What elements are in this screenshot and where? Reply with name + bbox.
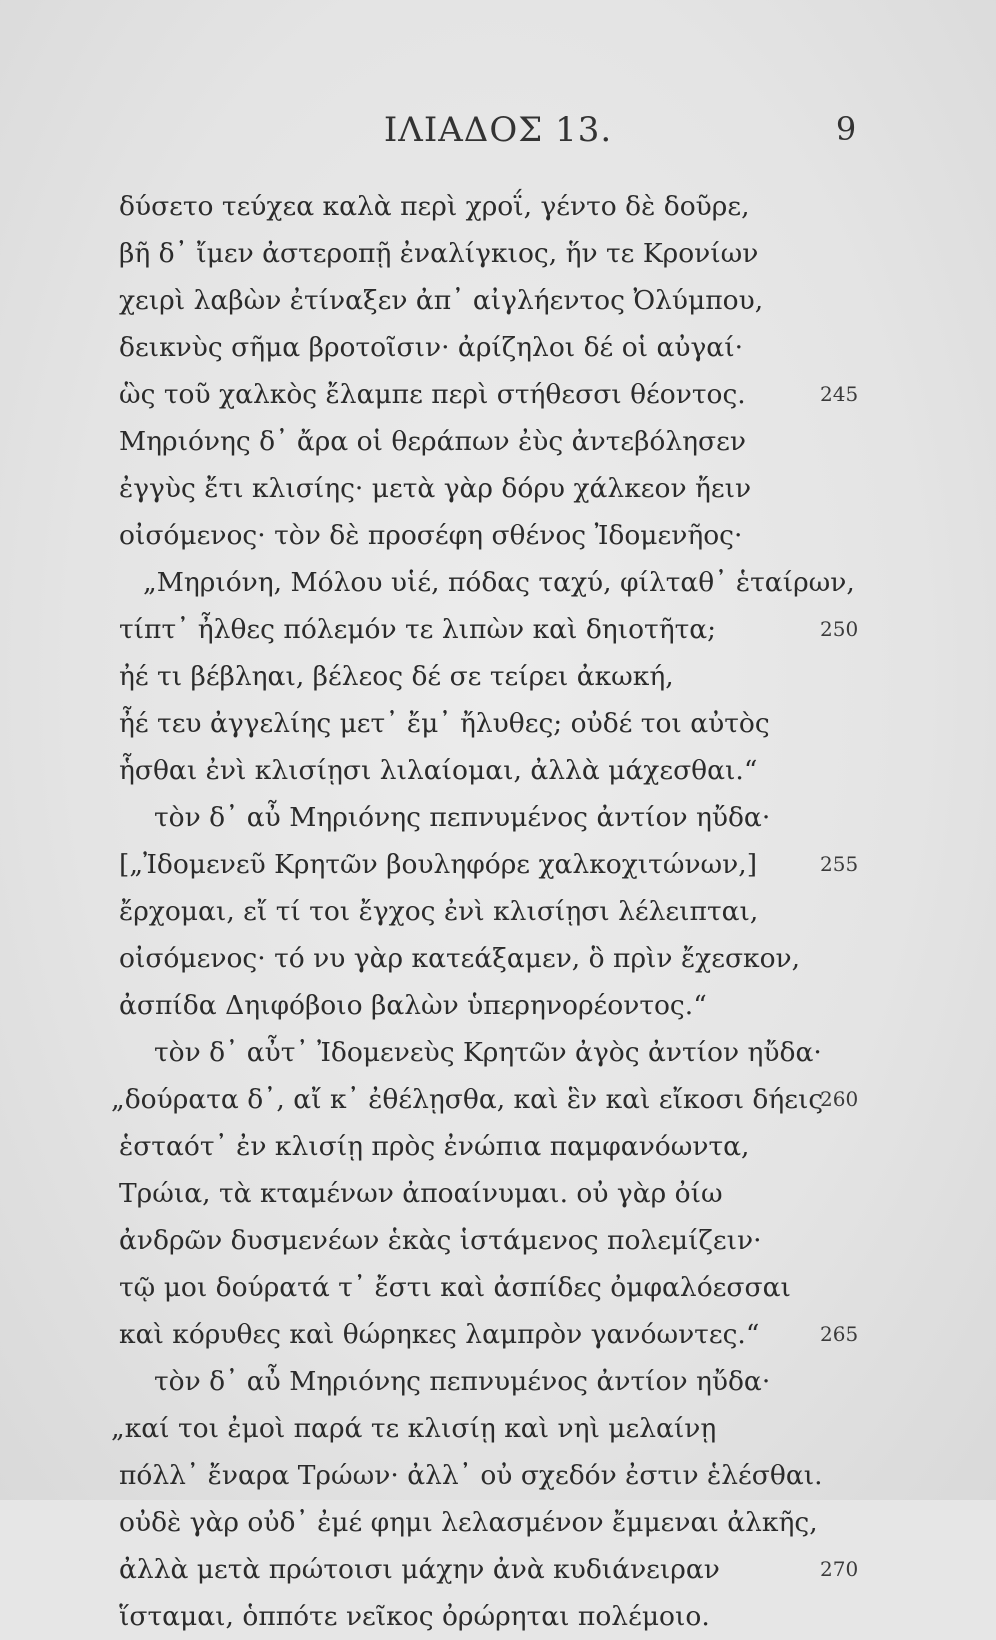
verse-text: „καί τοι ἐμοὶ παρά τε κλισίῃ καὶ νηὶ μελαίνῃ (111, 1413, 717, 1444)
running-title: ΙΛΙΑΔΟΣ 13. (383, 110, 613, 150)
verse-text: ἵσταμαι, ὁππότε νεῖκος ὀρώρηται πολέμοιο. (119, 1601, 710, 1632)
verse-line (0, 1452, 996, 1499)
verse-line (0, 1546, 996, 1593)
verse-text: πόλλ᾿ ἔναρα Τρώων· ἀλλ᾿ οὐ σχεδόν ἐστιν ἑλέσθαι. (119, 1460, 823, 1491)
verse-line (0, 841, 996, 888)
verse-text: τὸν δ᾿ αὖ Μηριόνης πεπνυμένος ἀντίον ηὔδα· (154, 1366, 771, 1397)
verse-line (0, 1311, 996, 1358)
page-number: 9 (835, 110, 857, 148)
verse-text: Μηριόνης δ᾿ ἄρα οἱ θεράπων ἐὺς ἀντεβόλησεν (119, 426, 746, 457)
verse-line (0, 230, 996, 277)
verse-line (0, 1405, 996, 1452)
verse-text: δεικνὺς σῆμα βροτοῖσιν· ἀρίζηλοι δέ οἱ αὐγαί· (119, 332, 744, 363)
verse-text: τίπτ᾿ ἦλθες πόλεμόν τε λιπὼν καὶ δηιοτῆτα; (119, 614, 717, 645)
verse-line (0, 277, 996, 324)
verse-text: „Μηριόνη, Μόλου υἱέ, πόδας ταχύ, φίλταθ᾿ ἑταίρων, (143, 567, 855, 598)
verse-line (0, 1076, 996, 1123)
verse-text: δύσετο τεύχεα καλὰ περὶ χροΐ, γέντο δὲ δοῦρε, (119, 191, 750, 222)
verse-text: ἧσθαι ἐνὶ κλισίῃσι λιλαίομαι, ἀλλὰ μάχεσθαι.“ (119, 755, 758, 786)
verse-text: οἰσόμενος· τό νυ γὰρ κατεάξαμεν, ὃ πρὶν ἔχεσκον, (119, 943, 801, 974)
verse-line (0, 935, 996, 982)
verse-line (0, 183, 996, 230)
verse-text: ἀνδρῶν δυσμενέων ἑκὰς ἱστάμενος πολεμίζειν· (119, 1225, 762, 1256)
verse-line (0, 1358, 996, 1405)
verse-text: ἦέ τευ ἀγγελίης μετ᾿ ἔμ᾿ ἤλυθες; οὐδέ τοι αὐτὸς (119, 708, 770, 739)
verse-text: ὣς τοῦ χαλκὸς ἔλαμπε περὶ στήθεσσι θέοντος. (119, 379, 746, 410)
verse-block (0, 183, 996, 1640)
verse-text: τὸν δ᾿ αὖτ᾿ Ἰδομενεὺς Κρητῶν ἀγὸς ἀντίον ηὔδα· (154, 1037, 822, 1068)
verse-text: οὐδὲ γὰρ οὐδ᾿ ἐμέ φημι λελασμένον ἔμμεναι ἀλκῆς, (119, 1507, 818, 1538)
verse-line (0, 1217, 996, 1264)
verse-line (0, 653, 996, 700)
verse-line (0, 418, 996, 465)
line-number: 270 (820, 1557, 859, 1581)
verse-line (0, 606, 996, 653)
verse-line (0, 1029, 996, 1076)
verse-line (0, 794, 996, 841)
verse-line (0, 982, 996, 1029)
verse-line (0, 1264, 996, 1311)
verse-line (0, 1170, 996, 1217)
verse-text: οἰσόμενος· τὸν δὲ προσέφη σθένος Ἰδομενῆος· (119, 520, 743, 551)
verse-text: [„Ἰδομενεῦ Κρητῶν βουληφόρε χαλκοχιτώνων,] (119, 849, 758, 880)
line-number: 250 (820, 617, 859, 641)
verse-text: ἀσπίδα Δηιφόβοιο βαλὼν ὑπερηνορέοντος.“ (119, 990, 707, 1021)
verse-line (0, 700, 996, 747)
line-number: 255 (820, 852, 859, 876)
verse-text: Τρώια, τὰ κταμένων ἀποαίνυμαι. οὐ γὰρ ὀίω (119, 1178, 723, 1209)
verse-line (0, 512, 996, 559)
verse-text: ἀλλὰ μετὰ πρώτοισι μάχην ἀνὰ κυδιάνειραν (119, 1554, 720, 1585)
line-number: 260 (820, 1087, 859, 1111)
verse-line (0, 888, 996, 935)
verse-text: ἠέ τι βέβληαι, βέλεος δέ σε τείρει ἀκωκή, (119, 661, 674, 692)
verse-text: ἔρχομαι, εἴ τί τοι ἔγχος ἐνὶ κλισίῃσι λέλειπται, (119, 896, 759, 927)
line-number: 245 (820, 382, 859, 406)
verse-text: καὶ κόρυθες καὶ θώρηκες λαμπρὸν γανόωντες.“ (119, 1319, 760, 1350)
verse-line (0, 371, 996, 418)
verse-text: τὸν δ᾿ αὖ Μηριόνης πεπνυμένος ἀντίον ηὔδα· (154, 802, 771, 833)
verse-text: τῷ μοι δούρατά τ᾿ ἔστι καὶ ἀσπίδες ὀμφαλόεσσαι (119, 1272, 791, 1303)
verse-line (0, 1593, 996, 1640)
line-number: 265 (820, 1322, 859, 1346)
verse-text: „δούρατα δ᾿, αἴ κ᾿ ἐθέλῃσθα, καὶ ἓν καὶ εἴκοσι δήεις (111, 1084, 824, 1115)
verse-text: βῆ δ᾿ ἴμεν ἀστεροπῇ ἐναλίγκιος, ἥν τε Κρονίων (119, 238, 759, 269)
verse-line (0, 1499, 996, 1546)
verse-line (0, 465, 996, 512)
verse-line (0, 559, 996, 606)
verse-line (0, 1123, 996, 1170)
verse-line (0, 324, 996, 371)
verse-line (0, 747, 996, 794)
verse-text: ἐγγὺς ἔτι κλισίης· μετὰ γὰρ δόρυ χάλκεον ἤειν (119, 473, 752, 504)
verse-text: ἑσταότ᾿ ἐν κλισίῃ πρὸς ἐνώπια παμφανόωντα, (119, 1131, 750, 1162)
verse-text: χειρὶ λαβὼν ἐτίναξεν ἀπ᾿ αἰγλήεντος Ὀλύμπου, (119, 285, 764, 316)
